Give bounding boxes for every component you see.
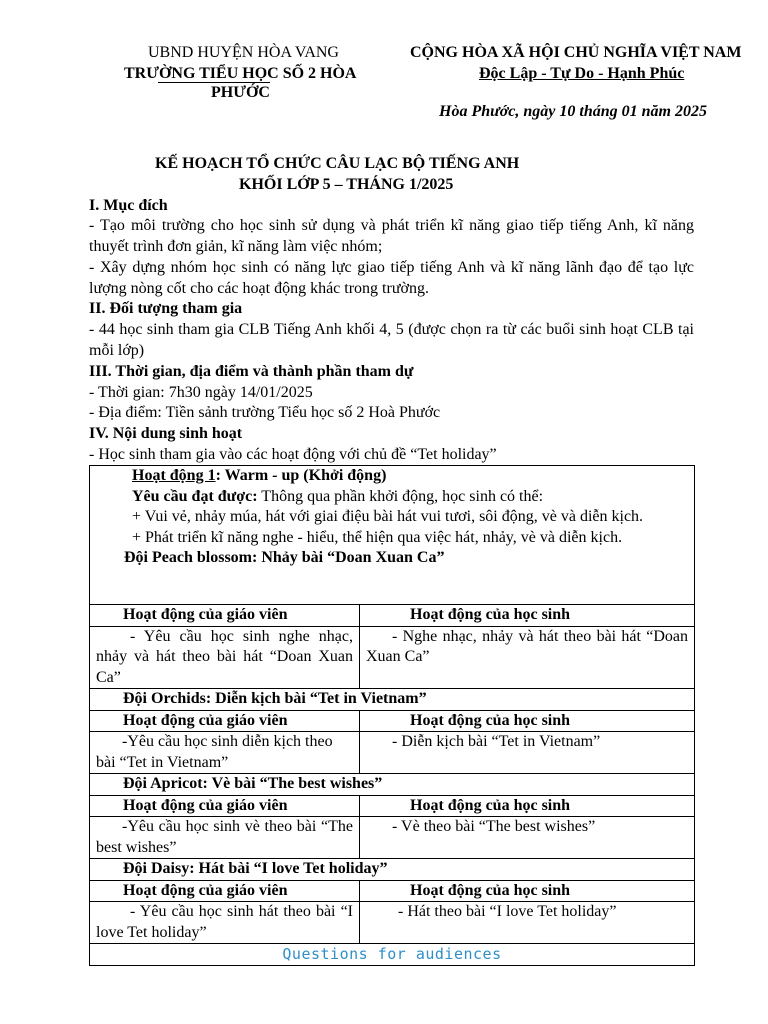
team-2-student: - Diễn kịch bài “Tet in Vietnam” [360, 732, 695, 774]
motto: Độc Lập - Tự Do - Hạnh Phúc [479, 65, 685, 82]
team-2-title: Đội Orchids: Diễn kịch bài “Tet in Vietnam” [90, 689, 695, 711]
section-4-para: - Học sinh tham gia vào các hoạt động với chủ đề “Tet holiday” [89, 446, 497, 463]
table-header-row [90, 880, 695, 902]
col-teacher-header: Hoạt động của giáo viên [90, 710, 360, 732]
team-4-teacher: - Yêu cầu học sinh hát theo bài “I love Tet holiday” [90, 902, 360, 944]
team-4-title: Đội Daisy: Hát bài “I love Tet holiday” [90, 859, 695, 881]
requirement-bullet-1: + Vui vẻ, nhảy múa, hát với giai điệu bài hát vui tươi, sôi động, vè và diễn kịch. [132, 508, 644, 525]
section-3-place: - Địa điểm: Tiền sảnh trường Tiểu học số 2 Hoà Phước [89, 404, 441, 421]
questions-for-audiences: Questions for audiences [90, 944, 695, 966]
team-3-title: Đội Apricot: Vè bài “The best wishes” [90, 774, 695, 796]
col-student-header: Hoạt động của học sinh [360, 880, 695, 902]
team-title-row [90, 774, 695, 796]
school-name-cont: PHƯỚC [211, 84, 270, 101]
table-header-row [90, 795, 695, 817]
col-teacher-header: Hoạt động của giáo viên [90, 795, 360, 817]
section-1-para-2: - Xây dựng nhóm học sinh có năng lực giao tiếp tiếng Anh và kĩ năng lãnh đạo để tạo lực lượng nòng cốt cho các hoạt động khác trong trường. [89, 259, 694, 297]
district-name: UBND HUYỆN HÒA VANG [148, 44, 339, 61]
table-row [90, 902, 695, 944]
section-2-heading: II. Đối tượng tham gia [89, 300, 243, 317]
footer-row [90, 944, 695, 966]
section-1-para-1: - Tạo môi trường cho học sinh sử dụng và phát triển kĩ năng giao tiếp tiếng Anh, kĩ năng thuyết trình đơn giản, kĩ năng làm việc nhóm; [89, 217, 694, 255]
col-teacher-header: Hoạt động của giáo viên [90, 605, 360, 627]
header-underline-left [158, 82, 270, 83]
team-1-student: - Nghe nhạc, nhảy và hát theo bài hát “Doan Xuan Ca” [360, 626, 695, 689]
team-title-row [90, 689, 695, 711]
team-3-teacher: -Yêu cầu học sinh vè theo bài “The best wishes” [90, 817, 360, 859]
table-row [90, 817, 695, 859]
col-student-header: Hoạt động của học sinh [360, 605, 695, 627]
col-teacher-header: Hoạt động của giáo viên [90, 880, 360, 902]
section-2-para: - 44 học sinh tham gia CLB Tiếng Anh khối 4, 5 (được chọn ra từ các buổi sinh hoạt CLB tại mỗi lớp) [89, 321, 694, 359]
school-name: TRƯỜNG TIỂU HỌC SỐ 2 HÒA [124, 65, 357, 82]
table-header-row [90, 710, 695, 732]
doc-subtitle: KHỐI LỚP 5 – THÁNG 1/2025 [239, 176, 454, 193]
date-line: Hòa Phước, ngày 10 tháng 01 năm 2025 [439, 103, 707, 120]
team-3-student: - Vè theo bài “The best wishes” [360, 817, 695, 859]
activity-table [89, 465, 695, 966]
activity-intro-row [90, 466, 695, 605]
section-4-heading: IV. Nội dung sinh hoạt [89, 425, 243, 442]
col-student-header: Hoạt động của học sinh [360, 710, 695, 732]
table-row [90, 626, 695, 689]
team-2-teacher: -Yêu cầu học sinh diễn kịch theo bài “Tet in Vietnam” [90, 732, 360, 774]
team-4-student: - Hát theo bài “I love Tet holiday” [360, 902, 695, 944]
requirement-bullet-2: + Phát triển kĩ năng nghe - hiểu, thể hiện qua việc hát, nhảy, vè và diễn kịch. [132, 528, 623, 546]
section-3-time: - Thời gian: 7h30 ngày 14/01/2025 [89, 384, 313, 401]
team-1-title: Đội Peach blossom: Nhảy bài “Doan Xuan Ca” [124, 549, 445, 566]
requirement-text: Thông qua phần khởi động, học sinh có thể: [257, 487, 544, 505]
requirement-line [104, 487, 688, 508]
section-3-heading: III. Thời gian, địa điểm và thành phần tham dự [89, 363, 414, 380]
activity-label: Hoạt động 1 [132, 467, 216, 484]
table-header-row [90, 605, 695, 627]
activity-heading [104, 466, 688, 487]
section-1-heading: I. Mục đích [89, 197, 168, 214]
table-row [90, 732, 695, 774]
requirement-label: Yêu cầu đạt được: [132, 487, 258, 505]
country-title: CỘNG HÒA XÃ HỘI CHỦ NGHĨA VIỆT NAM [410, 44, 742, 61]
activity-name: : Warm - up (Khởi động) [215, 467, 387, 484]
col-student-header: Hoạt động của học sinh [360, 795, 695, 817]
team-1-teacher: - Yêu cầu học sinh nghe nhạc, nhảy và hát theo bài hát “Doan Xuan Ca” [90, 626, 360, 689]
team-title-row [90, 859, 695, 881]
doc-title: KẾ HOẠCH TỔ CHỨC CÂU LẠC BỘ TIẾNG ANH [155, 155, 520, 172]
